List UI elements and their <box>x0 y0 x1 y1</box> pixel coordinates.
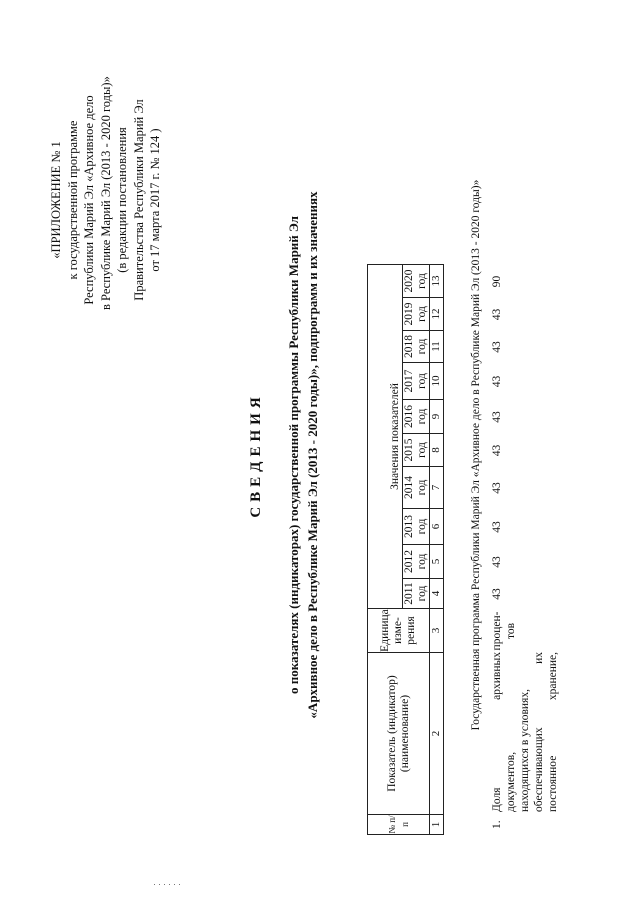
indicator-name-word: хранение, <box>547 652 559 701</box>
column-number: 1 <box>430 815 444 835</box>
indicator-value-2014: 43 <box>491 482 503 494</box>
year-label: 2015 <box>403 438 415 462</box>
indicator-name-word: Доля <box>491 787 503 812</box>
column-number: 4 <box>430 579 444 609</box>
appendix-line: (в редакции постановления <box>115 127 129 273</box>
scan-specks <box>150 879 220 885</box>
year-header-2013 <box>403 509 430 545</box>
column-number: 13 <box>430 265 444 298</box>
indicator-value-2016: 43 <box>491 411 503 423</box>
year-header-2016 <box>403 400 430 434</box>
indicator-name-word: архивных <box>491 652 503 700</box>
document-subtitle-line-1: о показателях (индикаторах) государственной программы Республики Марий Эл <box>286 216 301 694</box>
year-suffix: год <box>416 553 428 570</box>
year-suffix: год <box>416 373 428 389</box>
header-number: № п/п <box>368 815 430 835</box>
year-suffix: год <box>416 518 428 535</box>
appendix-line: к государственной программе <box>65 120 80 280</box>
column-number: 7 <box>430 467 444 509</box>
year-suffix: год <box>416 479 428 496</box>
indicator-name-word: обеспечивающих <box>533 727 545 812</box>
column-number: 5 <box>430 545 444 579</box>
appendix-block <box>48 76 164 310</box>
indicator-value-2015: 43 <box>491 444 503 457</box>
appendix-line: от 17 марта 2017 г. № 124 ) <box>148 128 162 272</box>
year-suffix: год <box>416 306 428 322</box>
year-header-2019 <box>403 298 430 331</box>
year-suffix: год <box>416 585 428 602</box>
appendix-line: в Республике Марий Эл (2013 - 2020 годы)» <box>98 76 113 310</box>
year-header-2011 <box>403 579 430 609</box>
column-number: 10 <box>430 363 444 400</box>
column-number: 9 <box>430 400 444 434</box>
year-header-2012 <box>403 545 430 579</box>
section-heading: Государственная программа Республики Марий Эл «Архивное дело в Республике Марий Эл (2013 - 2020 годы)» <box>470 179 482 731</box>
appendix-line: Правительства Республики Марий Эл <box>131 99 146 301</box>
year-suffix: год <box>416 408 428 425</box>
column-number: 3 <box>430 609 444 653</box>
year-suffix: год <box>416 338 428 355</box>
year-label: 2018 <box>403 335 415 358</box>
year-label: 2011 <box>403 582 415 605</box>
indicator-name-line <box>490 652 504 812</box>
header-unit: Единица изме-рения <box>368 609 430 653</box>
appendix-line: «ПРИЛОЖЕНИЕ № 1 <box>49 141 63 259</box>
row-number: 1. <box>491 820 503 829</box>
year-label: 2016 <box>403 405 415 428</box>
year-label: 2019 <box>403 302 415 326</box>
indicators-table <box>367 264 444 835</box>
year-header-2017 <box>403 363 430 400</box>
column-number: 2 <box>430 653 444 815</box>
column-number: 11 <box>430 331 444 363</box>
indicator-name-line <box>504 652 518 812</box>
year-label: 2017 <box>403 369 415 393</box>
year-header-2020 <box>403 265 430 298</box>
document-subtitle-line-2: «Архивное дело в Республике Марий Эл (2013 - 2020 годы)», подпрограмм и их значениях <box>305 191 320 719</box>
header-values: Значения показателей <box>368 265 403 609</box>
column-number: 12 <box>430 298 444 331</box>
year-label: 2020 <box>403 269 415 293</box>
indicator-name-line <box>518 652 532 812</box>
indicator-name-word: их <box>533 652 545 664</box>
indicator-name-line <box>546 652 560 812</box>
year-header-2018 <box>403 331 430 363</box>
indicator-name-word: находящихся в условиях, <box>519 689 531 812</box>
indicator-value-2018: 43 <box>491 341 503 353</box>
indicator-name-line <box>532 652 546 812</box>
year-header-2015 <box>403 434 430 467</box>
year-label: 2012 <box>403 550 415 573</box>
year-suffix: год <box>416 442 428 458</box>
year-header-2014 <box>403 467 430 509</box>
indicator-value-2012: 43 <box>491 556 503 568</box>
indicator-name-word: документов, <box>505 751 517 812</box>
column-number: 8 <box>430 434 444 467</box>
appendix-line: Республики Марий Эл «Архивное дело <box>82 95 96 305</box>
indicator-value-2019: 43 <box>491 308 503 321</box>
column-number: 6 <box>430 509 444 545</box>
document-title: СВЕДЕНИЯ <box>248 392 264 518</box>
indicator-name-word: постоянное <box>547 755 559 812</box>
year-suffix: год <box>416 273 428 289</box>
indicator-value-2011: 43 <box>491 588 503 600</box>
indicator-unit: процен-тов <box>491 611 517 651</box>
year-label: 2014 <box>403 476 415 499</box>
indicator-value-2013: 43 <box>491 521 503 533</box>
year-label: 2013 <box>403 515 415 538</box>
header-indicator-name: Показатель (индикатор) (наименование) <box>368 653 430 815</box>
indicator-value-2017: 43 <box>491 375 503 388</box>
indicator-name <box>490 652 560 812</box>
indicator-value-2020: 90 <box>491 275 503 288</box>
